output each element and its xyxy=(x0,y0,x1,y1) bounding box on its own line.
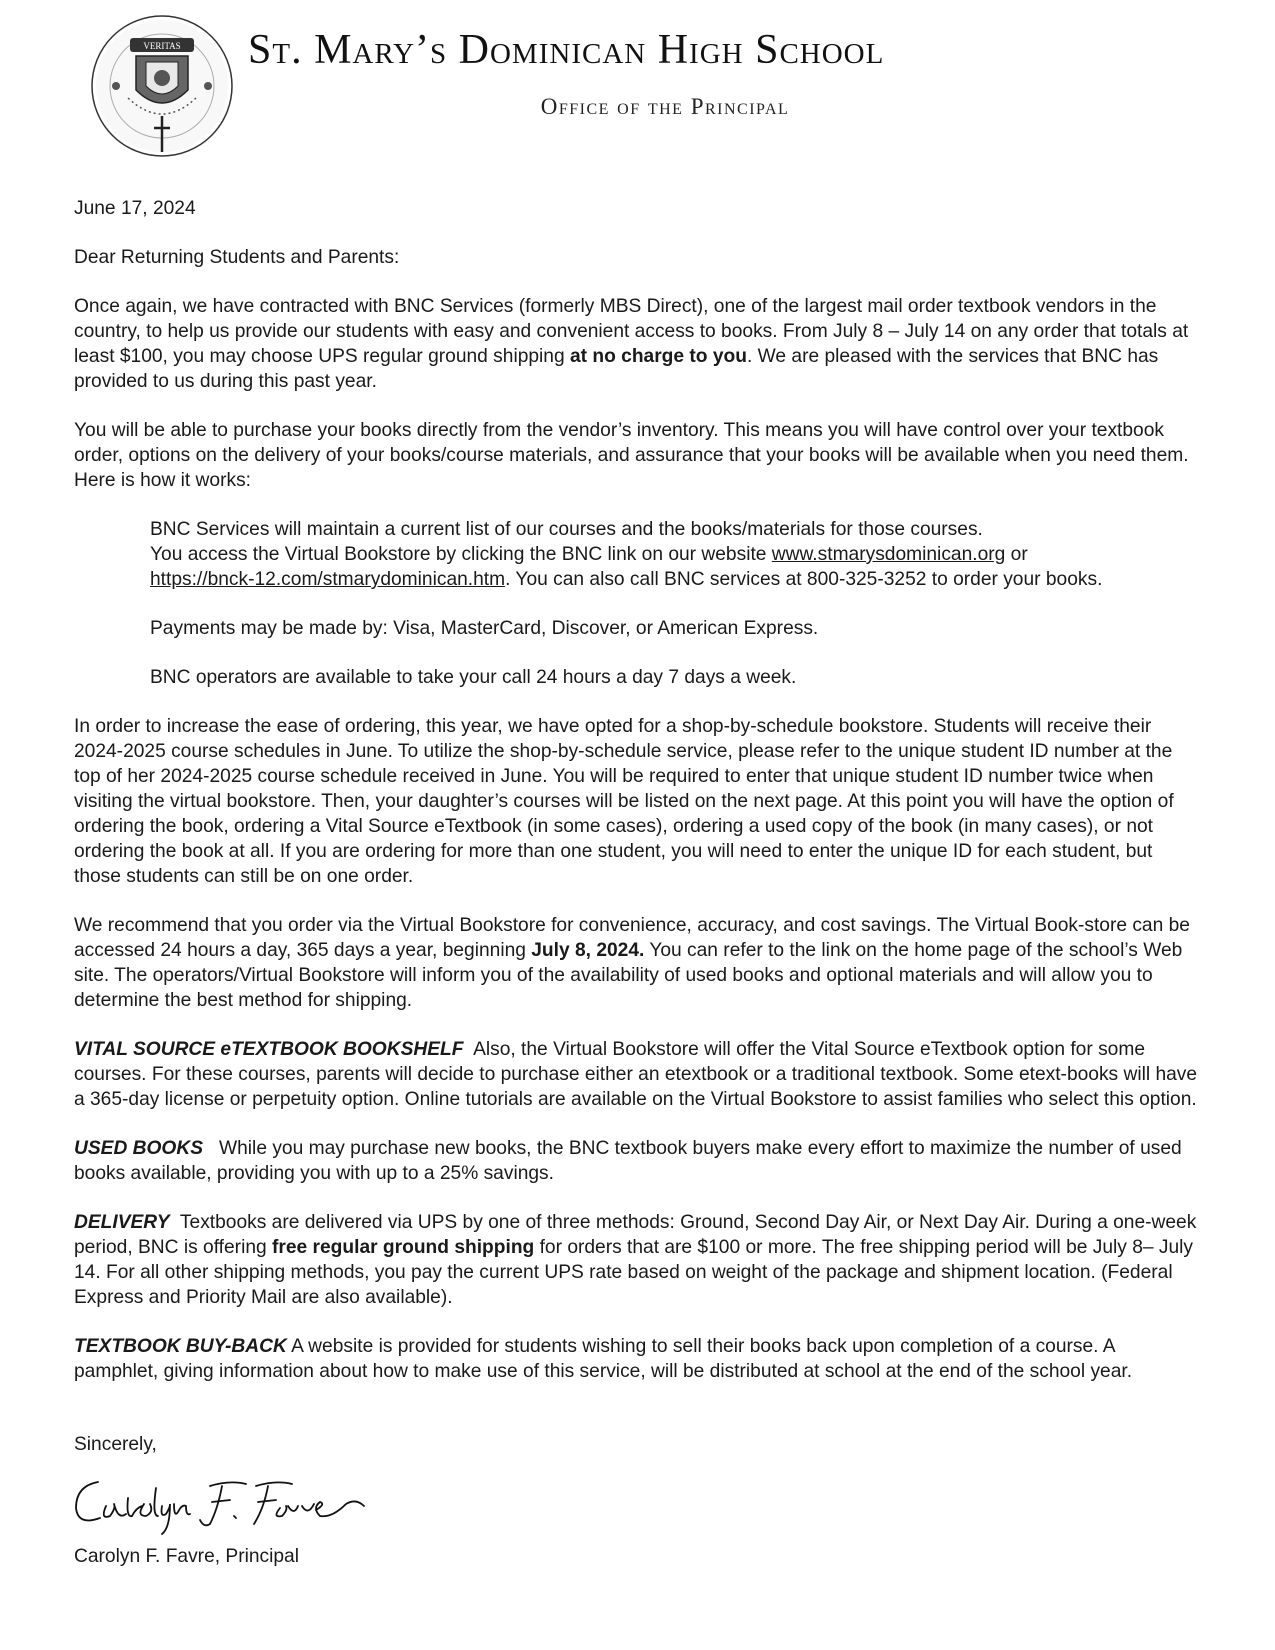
instruction-line xyxy=(150,567,1204,592)
letter-date: June 17, 2024 xyxy=(74,198,196,219)
paragraph-delivery xyxy=(74,1210,1204,1310)
paragraph-text: Textbooks are delivered via UPS by one of three methods: Ground, Second Day Air, or Next Day Air. During a one-week period, BNC is offering xyxy=(74,1212,1202,1258)
school-name: St. Mary’s Dominican High School xyxy=(248,27,885,73)
paragraph-recommend xyxy=(74,913,1204,1013)
office-name: Office of the Principal xyxy=(540,94,790,119)
bold-text: at no charge to you xyxy=(569,346,747,367)
instruction-text: or xyxy=(1005,544,1028,565)
paragraph-shop-by-schedule: In order to increase the ease of ordering, this year, we have opted for a shop-by-schedule bookstore. Students will receive their 2024-2025 course schedules in June. To utilize the shop-by-schedule service, please refer to the unique student ID number at the top of her 2024-2025 course schedule received in June. You will be required to enter that unique student ID number twice when visiting the virtual bookstore. Then, your daughter’s courses will be listed on the next page. At this point you will have the option of ordering the book, ordering a Vital Source eTextbook (in some cases), ordering a used copy of the book (in many cases), or not ordering the book at all. If you are ordering for more than one student, you will need to enter the unique ID for each student, but those students can still be on one order. xyxy=(74,716,1174,887)
paragraph-intro xyxy=(74,294,1204,394)
paragraph-text: You can refer to the link on the home page of the school’s Web site. The operators/Virtual Bookstore will inform you of the availability of used books and optional materials and will allow you to determine the best method for shipping. xyxy=(74,940,1183,1011)
paragraph-purchase: You will be able to purchase your books directly from the vendor’s inventory. This means you will have control over your textbook order, options on the delivery of your books/course materials, and assurance that your books will be available when you need them. Here is how it works: xyxy=(74,420,1189,491)
section-heading: VITAL SOURCE eTEXTBOOK BOOKSHELF xyxy=(74,1039,464,1060)
operators-line: BNC operators are available to take your call 24 hours a day 7 days a week. xyxy=(150,667,797,688)
paragraph-text: Also, the Virtual Bookstore will offer the Vital Source eTextbook option for some courses. For these courses, parents will decide to purchase either an etextbook or a traditional textbook. Some etext-books will have a 365-day license or perpetuity option. Online tutorials are available on the Virtual Bookstore to assist families who select this option. xyxy=(74,1039,1203,1110)
instruction-text: . You can also call BNC services at 800-325-3252 to order your books. xyxy=(505,569,1103,590)
section-heading: USED BOOKS xyxy=(74,1138,204,1159)
section-heading: TEXTBOOK BUY-BACK xyxy=(74,1336,287,1357)
website-link[interactable]: www.stmarysdominican.org xyxy=(771,544,1006,565)
svg-text:VERITAS: VERITAS xyxy=(143,41,181,51)
closing: Sincerely, xyxy=(74,1434,157,1455)
signer-name: Carolyn F. Favre, Principal xyxy=(74,1546,299,1567)
salutation: Dear Returning Students and Parents: xyxy=(74,247,400,268)
bnc-link[interactable]: https://bnck-12.com/stmarydominican.htm xyxy=(150,569,506,590)
paragraph-text: We recommend that you order via the Virtual Bookstore for convenience, accuracy, and cost savings. The Virtual Book-store can be accessed 24 hours a day, 365 days a year, beginning xyxy=(74,915,1190,961)
instruction-line xyxy=(150,542,1204,567)
payments-line: Payments may be made by: Visa, MasterCard, Discover, or American Express. xyxy=(150,618,819,639)
paragraph-text: . We are pleased with the services that BNC has provided to us during this past year. xyxy=(74,346,1159,392)
letter-body xyxy=(74,196,1204,1408)
instructions-block xyxy=(150,517,1204,592)
letterhead xyxy=(0,0,1275,180)
bold-text: July 8, 2024. xyxy=(531,940,645,961)
paragraph-vital-source xyxy=(74,1037,1204,1112)
school-seal-logo xyxy=(88,12,236,164)
bold-text: free regular ground shipping xyxy=(272,1237,535,1258)
paragraph-text: Once again, we have contracted with BNC Services (formerly MBS Direct), one of the largest mail order textbook vendors in the country, to help us provide our students with easy and convenient access to books. From July 8 – July 14 on any order that totals at least $100, you may choose UPS regular ground shipping xyxy=(74,296,1189,367)
paragraph-buyback xyxy=(74,1334,1204,1384)
paragraph-text: A website is provided for students wishing to sell their books back upon completion of a course. A pamphlet, giving information about how to make use of this service, will be distributed at school at the end of the school year. xyxy=(74,1336,1133,1382)
instruction-text: You access the Virtual Bookstore by clicking the BNC link on our website xyxy=(150,544,772,565)
instruction-line: BNC Services will maintain a current list of our courses and the books/materials for those courses. xyxy=(150,519,983,540)
paragraph-used-books xyxy=(74,1136,1204,1186)
paragraph-text: for orders that are $100 or more. The free shipping period will be July 8– July 14. For all other shipping methods, you pay the current UPS rate based on weight of the package and shipment location. (Federal Express and Priority Mail are also available). xyxy=(74,1237,1194,1308)
paragraph-text: While you may purchase new books, the BNC textbook buyers make every effort to maximize the number of used books available, providing you with up to a 25% savings. xyxy=(74,1138,1188,1184)
section-heading: DELIVERY xyxy=(74,1212,170,1233)
signature-image xyxy=(70,1468,370,1538)
